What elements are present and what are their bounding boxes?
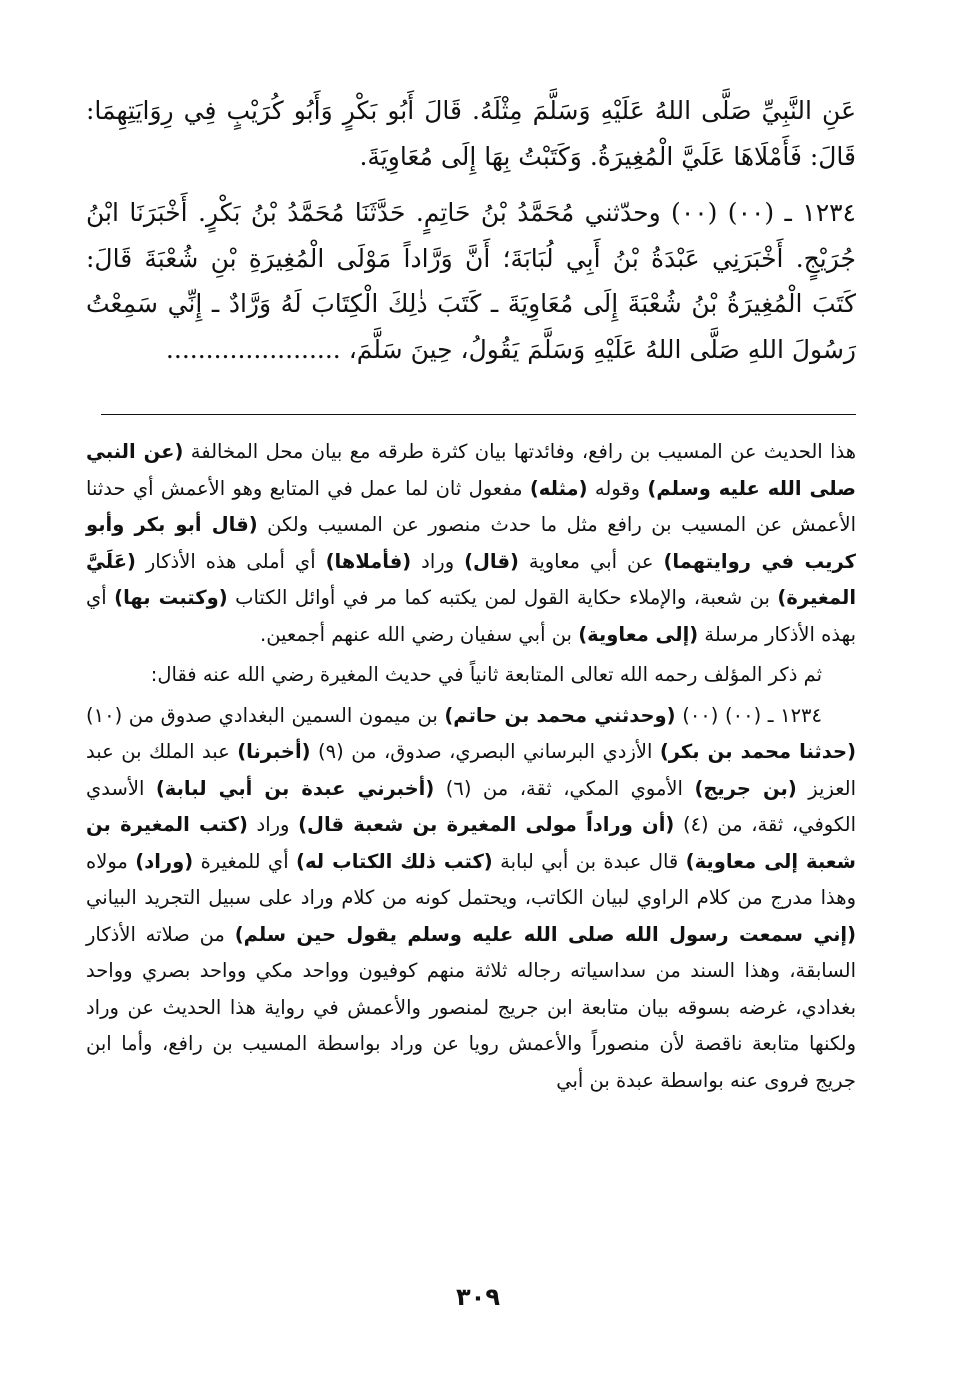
commentary-text: عن أبي معاوية (518, 549, 664, 573)
quoted-text: (مثله) (529, 476, 588, 500)
quoted-text: (أن وراداً مولى المغيرة بن شعبة قال) (298, 813, 675, 836)
quoted-text: (إلى معاوية) (578, 622, 699, 646)
quoted-text: (أخبرنا) (237, 740, 311, 763)
quoted-text: (قال) (464, 549, 519, 573)
commentary-text: الأسدي الكوفي، ثقة، من (٤) (86, 776, 856, 836)
commentary-paragraph (86, 698, 856, 1100)
quoted-text: (وكتبت بها) (114, 586, 228, 609)
commentary-transition: ثم ذكر المؤلف رحمه الله تعالى المتابعة ثانياً في حديث المغيرة رضي الله عنه فقال: (150, 663, 822, 686)
quoted-text: (إني سمعت رسول الله صلى الله عليه وسلم يقول حين سلم) (234, 922, 856, 946)
footnote-divider (101, 414, 856, 415)
commentary-text: الأموي المكي، ثقة، من (٦) (434, 776, 695, 800)
commentary-text: الأزدي البرساني البصري، صدوق، من (٩) (310, 740, 660, 763)
commentary-text: قال عبدة بن أبي لبابة (492, 849, 686, 873)
quoted-text: (كتب ذلك الكتاب له) (296, 849, 493, 873)
commentary-text: مولاه وهذا مدرج من كلام الراوي لبيان الكاتب، ويحتمل كونه من كلام وراد على سبيل التجريد البياني (86, 849, 856, 909)
quoted-text: (كتب المغيرة بن شعبة إلى معاوية) (86, 813, 856, 873)
commentary-text: بن ميمون السمين البغدادي صدوق من (١٠) (86, 703, 445, 727)
quoted-text: (فأملاها) (325, 549, 412, 573)
commentary-text: أي أملى هذه الأذكار (135, 549, 326, 573)
commentary-text: ١٢٣٤ ـ (٠٠) (٠٠) (675, 703, 823, 727)
commentary-text: وراد (411, 549, 465, 573)
commentary-paragraph (86, 434, 856, 653)
quoted-text: (أخبرني عبدة بن أبي لبابة) (155, 776, 435, 800)
commentary-text: وراد (247, 813, 299, 836)
quoted-text: (بن جريج) (694, 776, 797, 800)
page-number: ٣٠٩ (456, 1283, 500, 1311)
quoted-text: (حدثنا محمد بن بكر) (659, 740, 856, 763)
commentary-text: وقوله (587, 476, 648, 500)
quoted-text: (قال أبو بكر وأبو كريب في روايتهما) (86, 513, 856, 573)
commentary-text: أي للمغيرة (193, 849, 297, 873)
commentary-text: بن أبي سفيان رضي الله عنهم أجمعين. (260, 622, 579, 646)
quoted-text: (عَلَيَّ المغيرة) (86, 549, 857, 609)
quoted-text: (وحدثني محمد بن حاتم) (444, 703, 676, 727)
commentary-text: عبد الملك بن عبد العزيز (86, 740, 856, 800)
commentary-text: هذا الحديث عن المسيب بن رافع، وفائدتها بيان كثرة طرقه مع بيان محل المخالفة (183, 440, 856, 463)
quoted-text: (عن النبي صلى الله عليه وسلم) (86, 440, 857, 500)
commentary-text: بن شعبة، والإملاء حكاية القول لمن يكتبه كما مر في أوائل الكتاب (227, 586, 778, 609)
commentary-text: أي بهذه الأذكار مرسلة (86, 586, 856, 646)
commentary-text: مفعول ثان لما عمل في المتابع وهو الأعمش أي حدثنا الأعمش عن المسيب بن رافع مثل ما حدث منصور عن المسيب ولكن (86, 476, 856, 536)
commentary-text: من صلاته الأذكار السابقة، وهذا السند من سداسياته رجاله ثلاثة منهم كوفيون وواحد مكي وواحد بصري وواحد بغدادي، غرضه بسوقه بيان متابعة ابن جريج لمنصور والأعمش في رواية هذا الحديث عن وراد ولكنها متابعة ناقصة لأن منصوراً والأعمش رويا عن وراد بواسطة المسيب بن رافع، وأما ابن جريج فروى عنه بواسطة عبدة بن أبي (86, 922, 856, 1092)
hadith-continuation: عَنِ النَّبِيِّ صَلَّى اللهُ عَلَيْهِ وَسَلَّمَ مِثْلَهُ. قَالَ أَبُو بَكْرٍ وَأَبُو كُرَيْبٍ فِي رِوَايَتِهِمَا: قَالَ: فَأَمْلَاهَا عَلَيَّ الْمُغِيرَةُ. وَكَتَبْتُ بِهَا إِلَى مُعَاوِيَةَ. (86, 96, 856, 171)
hadith-1234: ١٢٣٤ ـ (٠٠) (٠٠) وحدّثني مُحَمَّدُ بْنُ حَاتِمٍ. حَدَّثَنَا مُحَمَّدُ بْنُ بَكْرٍ. أَخْبَرَنَا ابْنُ جُرَيْجٍ. أَخْبَرَنِي عَبْدَةُ بْنُ أَبِي لُبَابَةَ؛ أَنَّ وَرَّاداً مَوْلَى الْمُغِيرَةِ بْنِ شُعْبَةَ قَالَ: كَتَبَ الْمُغِيرَةُ بْنُ شُعْبَةَ إِلَى مُعَاوِيَةَ ـ كَتَبَ ذٰلِكَ الْكِتَابَ لَهُ وَرَّادٌ ـ إِنِّي سَمِعْتُ رَسُولَ اللهِ صَلَّى اللهُ عَلَيْهِ وَسَلَّمَ يَقُولُ، حِينَ سَلَّمَ، ...................... (86, 198, 856, 364)
hadith-text (86, 88, 856, 372)
commentary (86, 434, 856, 1099)
quoted-text: (وراد) (135, 849, 194, 873)
